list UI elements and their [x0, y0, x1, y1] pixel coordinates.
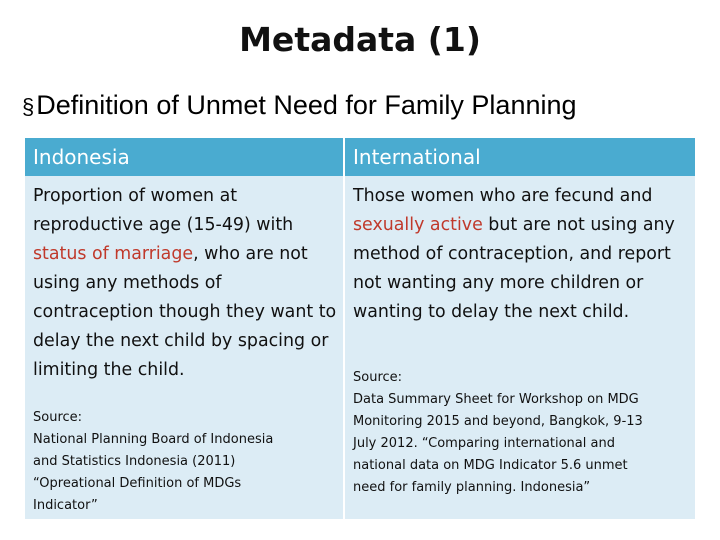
source-line: July 2012. “Comparing international and	[353, 436, 615, 451]
source-line: national data on MDG Indicator 5.6 unmet	[353, 458, 628, 473]
source-line: Data Summary Sheet for Workshop on MDG	[353, 392, 639, 407]
indonesia-definition-text: Proportion of women at reproductive age (15-49) with	[33, 186, 294, 235]
source-line: “Opreational Definition of MDGs	[33, 476, 242, 491]
source-line: need for family planning. Indonesia”	[353, 480, 591, 495]
header-indonesia: Indonesia	[25, 138, 345, 176]
source-line: National Planning Board of Indonesia	[33, 432, 274, 447]
source-line: Source:	[353, 370, 403, 385]
source-line: Source:	[33, 410, 83, 425]
table-row	[25, 176, 695, 519]
source-line: Indicator”	[33, 498, 98, 513]
international-source	[353, 367, 695, 501]
indonesia-definition-text-end: , who are not using any methods of contraception though they want to delay the next child by spacing or limiting the child.	[33, 244, 337, 380]
header-international: International	[345, 138, 695, 176]
source-line: Monitoring 2015 and beyond, Bangkok, 9-13	[353, 414, 643, 429]
indonesia-definition	[33, 176, 343, 385]
table-header-row	[25, 138, 695, 176]
indonesia-highlight: status of marriage	[33, 244, 194, 264]
international-highlight: sexually active	[353, 215, 483, 235]
slide-title: Metadata (1)	[239, 20, 481, 59]
international-definition-text: Those women who are fecund and	[353, 186, 653, 206]
source-line: and Statistics Indonesia (2011)	[33, 454, 236, 469]
bullet-point	[22, 90, 712, 121]
bullet-symbol: §	[22, 94, 35, 119]
cell-international	[345, 176, 695, 519]
international-definition	[353, 176, 695, 327]
international-definition-text-end: but are not using any method of contraception, and report not wanting any more children or wanting to delay the next child.	[353, 215, 675, 322]
definition-table	[25, 138, 695, 519]
bullet-text: Definition of Unmet Need for Family Planning	[36, 90, 577, 120]
cell-indonesia	[25, 176, 345, 519]
indonesia-source	[33, 407, 343, 519]
